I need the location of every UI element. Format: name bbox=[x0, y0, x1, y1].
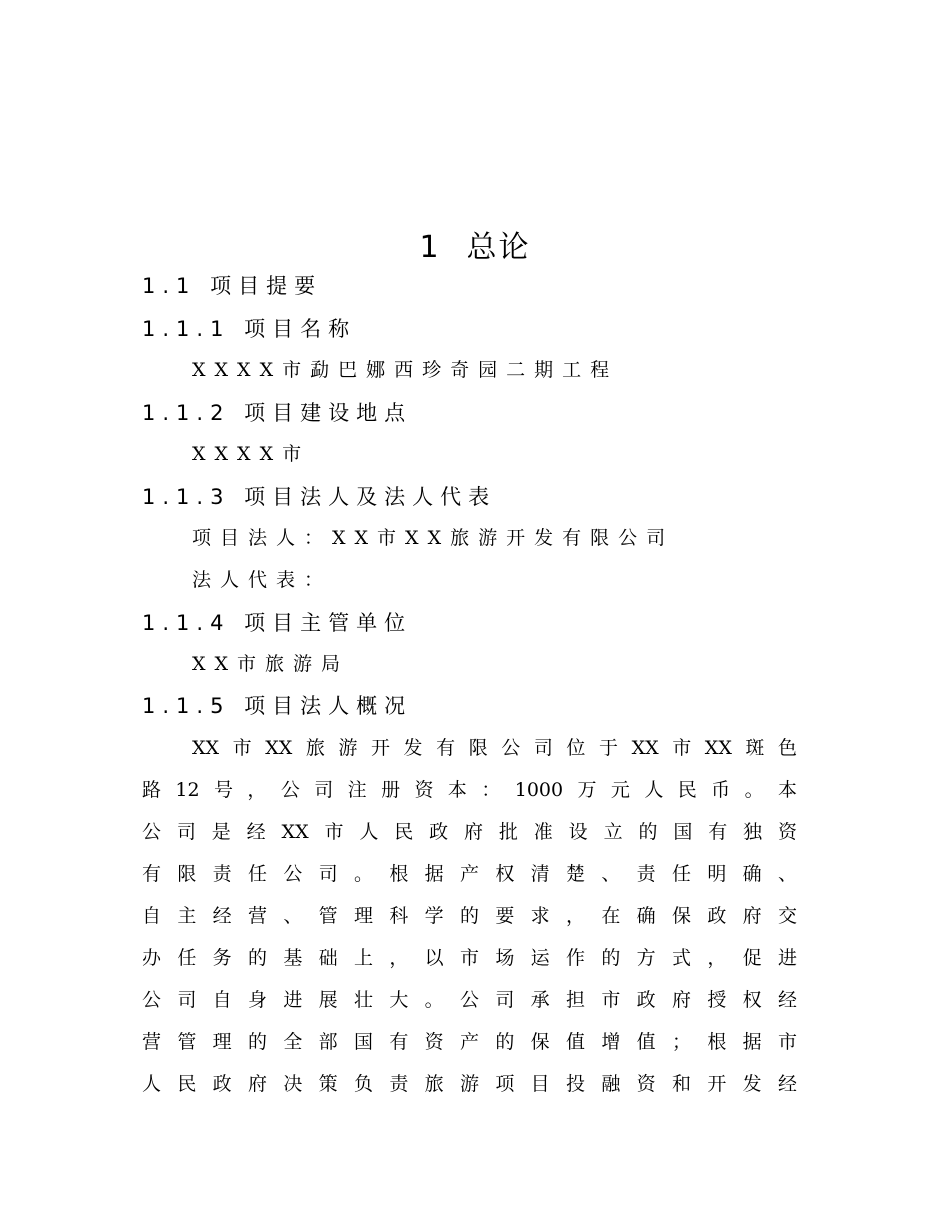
supervising-unit-line: XX市旅游局 bbox=[192, 653, 350, 675]
section-heading-1-1-3: 1.1.3 项目法人及法人代表 bbox=[142, 485, 497, 509]
project-name-line: XXXX市勐巴娜西珍奇园二期工程 bbox=[192, 359, 619, 381]
paragraph-line: 营管理的全部国有资产的保值增值；根据市 bbox=[142, 1031, 797, 1053]
chapter-number: 1 bbox=[419, 230, 441, 265]
paragraph-line: 办任务的基础上，以市场运作的方式，促进 bbox=[142, 947, 797, 969]
paragraph-line: XX市XX旅游开发有限公司位于XX市XX斑色 bbox=[192, 737, 797, 759]
section-heading-1-1-2: 1.1.2 项目建设地点 bbox=[142, 401, 413, 425]
section-heading-1-1-1: 1.1.1 项目名称 bbox=[142, 317, 357, 341]
section-heading-1-1-5: 1.1.5 项目法人概况 bbox=[142, 694, 413, 718]
chapter-title bbox=[0, 222, 950, 266]
section-heading-1-1: 1.1 项目提要 bbox=[142, 274, 323, 298]
paragraph-line: 公司是经XX市人民政府批准设立的国有独资 bbox=[142, 821, 797, 843]
section-heading-1-1-4: 1.1.4 项目主管单位 bbox=[142, 611, 413, 635]
paragraph-line: 人民政府决策负责旅游项目投融资和开发经 bbox=[142, 1073, 797, 1095]
project-location-line: XXXX市 bbox=[192, 443, 311, 465]
paragraph-line: 公司自身进展壮大。公司承担市政府授权经 bbox=[142, 989, 797, 1011]
legal-entity-line: 项目法人：XX市XX旅游开发有限公司 bbox=[192, 527, 675, 549]
legal-representative-line: 法人代表： bbox=[192, 569, 333, 591]
paragraph-line: 自主经营、管理科学的要求，在确保政府交 bbox=[142, 905, 797, 927]
paragraph-line: 有限责任公司。根据产权清楚、责任明确、 bbox=[142, 863, 797, 885]
chapter-title-text: 总论 bbox=[466, 230, 531, 265]
paragraph-line: 路12号，公司注册资本：1000万元人民币。本 bbox=[142, 779, 797, 801]
